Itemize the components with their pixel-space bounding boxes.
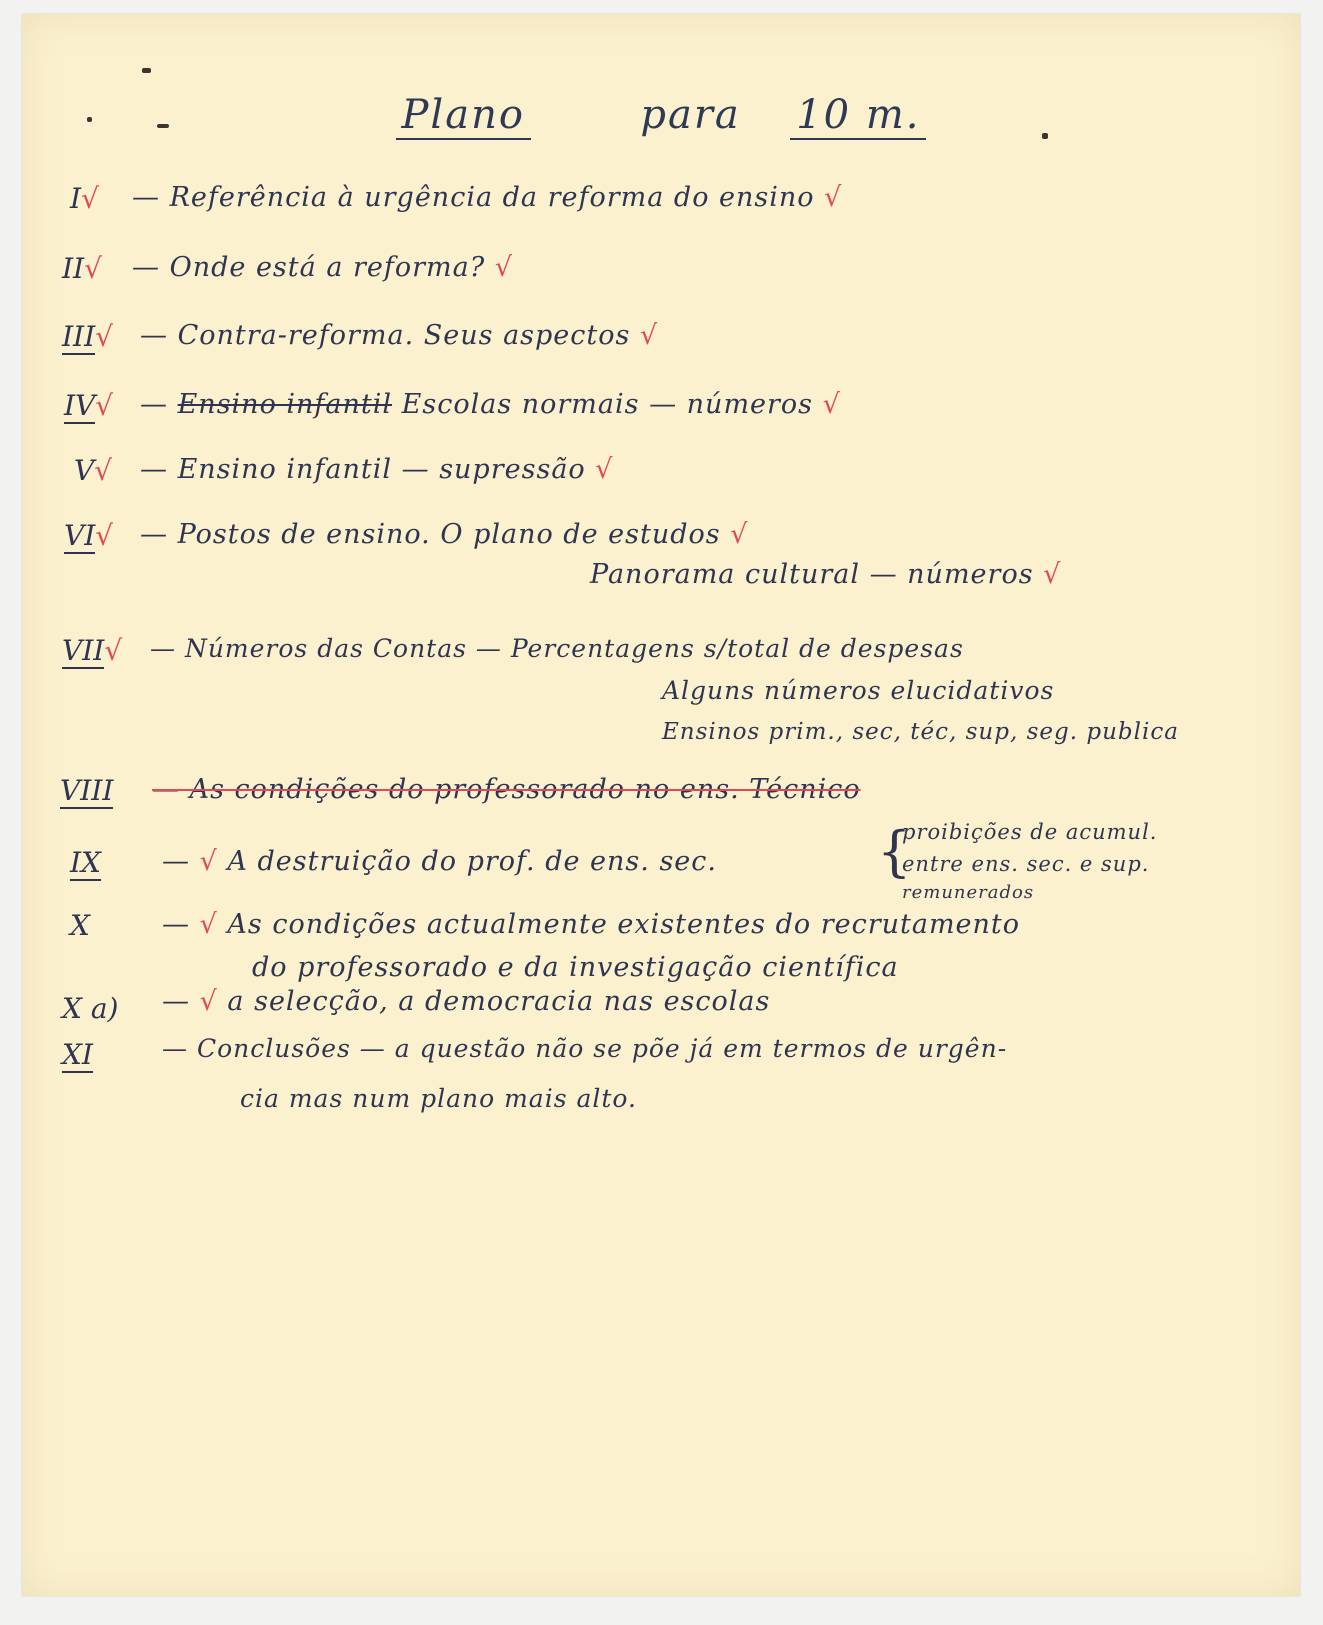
check-mark-icon: √ xyxy=(639,320,659,351)
check-mark-icon: √ xyxy=(94,454,113,487)
check-mark-icon: √ xyxy=(822,389,841,420)
list-item: — Referência à urgência da reforma do ensino √ xyxy=(132,182,843,213)
check-mark-icon: √ xyxy=(494,252,514,283)
list-item: — √ a selecção, a democracia nas escolas xyxy=(162,986,771,1017)
list-item: — Ensino infantil — supressão √ xyxy=(140,454,614,485)
page-title xyxy=(22,92,1300,138)
list-item-continuation: cia mas num plano mais alto. xyxy=(240,1084,637,1113)
item-number: XI xyxy=(62,1038,93,1071)
check-mark-icon: √ xyxy=(95,519,114,552)
item-number: VIII xyxy=(60,774,114,807)
check-mark-icon: √ xyxy=(730,519,749,550)
check-mark-icon: √ xyxy=(199,986,218,1017)
list-item: — Contra-reforma. Seus aspectos √ xyxy=(140,320,659,351)
list-item: — Onde está a reforma? √ xyxy=(132,252,514,283)
item-number: X xyxy=(70,909,90,942)
brace-icon: { xyxy=(877,820,912,883)
list-item: — √ A destruição do prof. de ens. sec. xyxy=(162,846,717,877)
check-mark-icon: √ xyxy=(595,454,614,485)
item-number: I√ xyxy=(70,182,99,215)
list-item: — Conclusões — a questão não se põe já em termos de urgên- xyxy=(162,1034,1008,1063)
check-mark-icon: √ xyxy=(95,389,114,422)
item-number: X a) xyxy=(62,992,119,1025)
side-note: entre ens. sec. e sup. xyxy=(902,852,1150,876)
item-number: VII√ xyxy=(62,634,123,667)
item-number: II√ xyxy=(62,252,102,285)
item-number: V√ xyxy=(74,454,113,487)
check-mark-icon: √ xyxy=(1043,559,1062,590)
check-mark-icon: √ xyxy=(84,252,102,285)
struck-text: Ensino infantil xyxy=(177,389,393,420)
check-mark-icon: √ xyxy=(199,909,218,940)
list-item: — As condições do professorado no ens. Técnico xyxy=(152,774,861,805)
list-item: — Ensino infantil Escolas normais — números √ xyxy=(140,389,841,420)
list-item-continuation: do professorado e da investigação científica xyxy=(252,952,899,983)
list-item-continuation: Ensinos prim., sec, téc, sup, seg. publica xyxy=(662,719,1179,745)
check-mark-icon: √ xyxy=(95,320,114,353)
title-word-10m: 10 m. xyxy=(790,92,926,140)
paper-sheet xyxy=(22,14,1300,1596)
check-mark-icon: √ xyxy=(81,182,99,215)
list-item-continuation: Alguns números elucidativos xyxy=(662,676,1055,705)
title-word-plano: Plano xyxy=(396,92,531,140)
list-item: — √ As condições actualmente existentes do recrutamento xyxy=(162,909,1021,940)
ink-spot xyxy=(142,68,151,73)
check-mark-icon: √ xyxy=(104,634,123,667)
item-number: III√ xyxy=(62,320,114,353)
check-mark-icon: √ xyxy=(824,182,843,213)
item-number: IX xyxy=(70,846,101,879)
item-number: VI√ xyxy=(64,519,114,552)
title-word-para: para xyxy=(640,92,741,138)
item-number: IV√ xyxy=(64,389,114,422)
side-note: proibições de acumul. xyxy=(902,820,1158,844)
side-note: remunerados xyxy=(902,882,1035,903)
list-item: — Postos de ensino. O plano de estudos √ xyxy=(140,519,749,550)
list-item-continuation: Panorama cultural — números √ xyxy=(590,559,1062,590)
check-mark-icon: √ xyxy=(199,846,218,877)
list-item: — Números das Contas — Percentagens s/total de despesas xyxy=(150,634,964,663)
